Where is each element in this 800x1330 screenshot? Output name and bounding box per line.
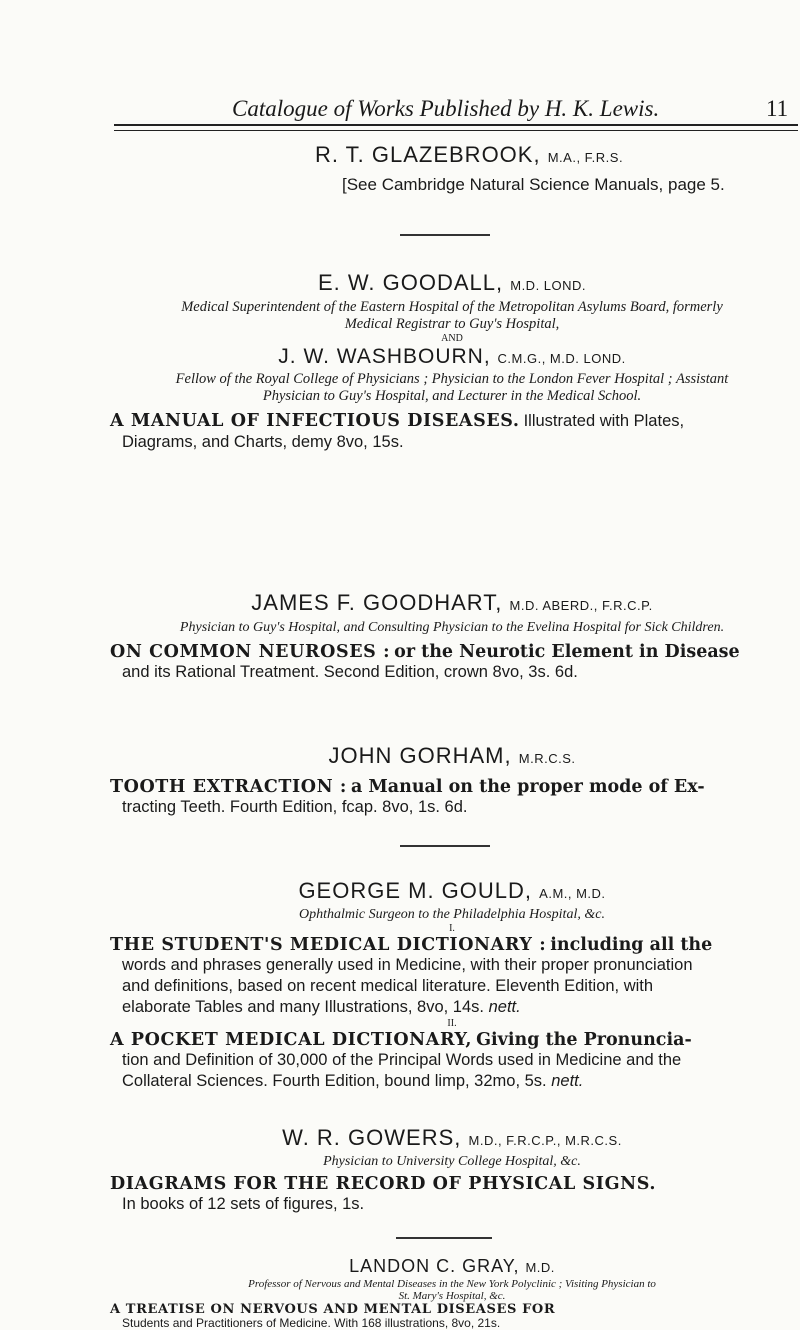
author-name-text: GEORGE M. GOULD,: [298, 878, 533, 903]
author-name-text: E. W. GOODALL,: [317, 270, 504, 295]
book-description: Diagrams, and Charts, demy 8vo, 15s.: [122, 433, 404, 451]
book-subtitle: or the Neurotic Element in Disease: [394, 642, 740, 662]
author-affiliation-line: Fellow of the Royal College of Physicians ; Physician to the London Fever Hospital ; Assistant: [175, 371, 729, 387]
entry-goodhart: [110, 590, 794, 683]
header-rule-thin: [114, 130, 798, 131]
book-subtitle: Giving the Pronuncia-: [476, 1030, 692, 1050]
author-degrees: M.D.: [525, 1260, 555, 1275]
book-description: Illustrated with Plates,: [523, 412, 685, 430]
book-title: A POCKET MEDICAL DICTIONARY,: [110, 1030, 473, 1050]
header-rule-thick: [114, 124, 798, 126]
page-number: 11: [766, 96, 789, 121]
author-degrees: M.D. LOND.: [510, 278, 587, 293]
book-description: words and phrases generally used in Medicine, with their proper pronunciation: [122, 956, 693, 974]
author-name: [110, 142, 794, 168]
author-name: [110, 345, 794, 369]
entry-goodall-washbourn: [110, 270, 794, 453]
book-title-line: [110, 642, 794, 662]
price-note: nett.: [488, 998, 521, 1016]
catalogue-title: Catalogue of Works Published by H. K. Lewis.: [232, 96, 660, 121]
author-degrees: C.M.G., M.D. LOND.: [497, 351, 626, 366]
price-note: nett.: [551, 1072, 584, 1090]
book-title-line: [110, 1030, 794, 1050]
author-name: [110, 590, 794, 616]
author-name-text: W. R. GOWERS,: [282, 1125, 462, 1150]
book-description-line: [110, 997, 794, 1018]
author-affiliation-line: Medical Superintendent of the Eastern Hospital of the Metropolitan Asylums Board, formerly: [181, 299, 723, 315]
book-description: Students and Practitioners of Medicine. With 168 illustrations, 8vo, 21s.: [122, 1316, 501, 1330]
book-description: and its Rational Treatment. Second Edition, crown 8vo, 3s. 6d.: [122, 663, 578, 681]
book-title: TOOTH EXTRACTION :: [110, 777, 347, 797]
author-degrees: M.D. ABERD., F.R.C.P.: [509, 598, 653, 613]
author-name: [110, 743, 794, 769]
author-name-text: R. T. GLAZEBROOK,: [314, 142, 541, 167]
author-degrees: M.R.C.S.: [518, 751, 576, 766]
book-title: A MANUAL OF INFECTIOUS DISEASES.: [110, 411, 520, 431]
author-affiliation-line: Ophthalmic Surgeon to the Philadelphia Hospital, &c.: [299, 907, 605, 922]
author-affiliation-line: Physician to University College Hospital, &c.: [323, 1154, 581, 1169]
author-name-text: JOHN GORHAM,: [328, 743, 512, 768]
entry-gould: [110, 878, 794, 1092]
entry-separator: [400, 845, 490, 847]
book-description: In books of 12 sets of figures, 1s.: [122, 1195, 365, 1213]
entry-gorham: [110, 743, 794, 818]
book-description: tion and Definition of 30,000 of the Principal Words used in Medicine and the: [122, 1051, 682, 1069]
author-degrees: M.A., F.R.S.: [547, 150, 624, 165]
book-title-line: [110, 935, 794, 955]
book-title-line: [110, 1302, 794, 1317]
book-subtitle: including all the: [550, 935, 713, 955]
author-name: [110, 1256, 794, 1278]
author-affiliation-line: St. Mary's Hospital, &c.: [398, 1290, 506, 1302]
entry-gowers: [110, 1125, 794, 1215]
book-title: ON COMMON NEUROSES :: [110, 642, 391, 662]
book-title-line: [110, 411, 794, 432]
author-name: [110, 270, 794, 296]
book-description: Collateral Sciences. Fourth Edition, bound limp, 32mo, 5s.: [122, 1072, 547, 1090]
and-connector: AND: [441, 333, 463, 344]
author-affiliation-line: Medical Registrar to Guy's Hospital,: [344, 316, 560, 332]
book-title: DIAGRAMS FOR THE RECORD OF PHYSICAL SIGNS.: [110, 1174, 657, 1194]
book-subtitle: a Manual on the proper mode of Ex-: [350, 777, 705, 797]
cross-reference-note: [See Cambridge Natural Science Manuals, page 5.: [342, 175, 725, 194]
author-name-text: J. W. WASHBOURN,: [278, 345, 491, 368]
author-affiliation-line: Physician to Guy's Hospital, and Lecturer in the Medical School.: [262, 388, 642, 404]
author-degrees: A.M., M.D.: [539, 886, 606, 901]
book-description-line: [110, 1071, 794, 1092]
author-affiliation-line: Professor of Nervous and Mental Diseases in the New York Polyclinic ; Visiting Physician to: [248, 1278, 656, 1290]
book-description: tracting Teeth. Fourth Edition, fcap. 8vo, 1s. 6d.: [122, 798, 468, 816]
entry-glazebrook: [110, 142, 794, 194]
author-degrees: M.D., F.R.C.P., M.R.C.S.: [468, 1133, 622, 1148]
entry-separator: [400, 234, 490, 236]
author-name: [110, 1125, 794, 1151]
book-description: elaborate Tables and many Illustrations, 8vo, 14s.: [122, 998, 484, 1016]
book-title: A TREATISE ON NERVOUS AND MENTAL DISEASES FOR: [110, 1302, 556, 1317]
book-title-line: [110, 1174, 794, 1194]
entry-gray: [110, 1256, 794, 1330]
book-description: and definitions, based on recent medical literature. Eleventh Edition, with: [122, 977, 654, 995]
book-title: THE STUDENT'S MEDICAL DICTIONARY :: [110, 935, 547, 955]
entry-separator: [396, 1237, 492, 1239]
author-name-text: LANDON C. GRAY,: [349, 1256, 520, 1276]
author-affiliation-line: Physician to Guy's Hospital, and Consulting Physician to the Evelina Hospital for Sick Children.: [179, 620, 725, 635]
volume-numeral: II.: [447, 1018, 457, 1029]
author-name-text: JAMES F. GOODHART,: [251, 590, 503, 615]
volume-numeral: I.: [449, 923, 455, 934]
book-title-line: [110, 777, 794, 797]
author-name: [110, 878, 794, 904]
